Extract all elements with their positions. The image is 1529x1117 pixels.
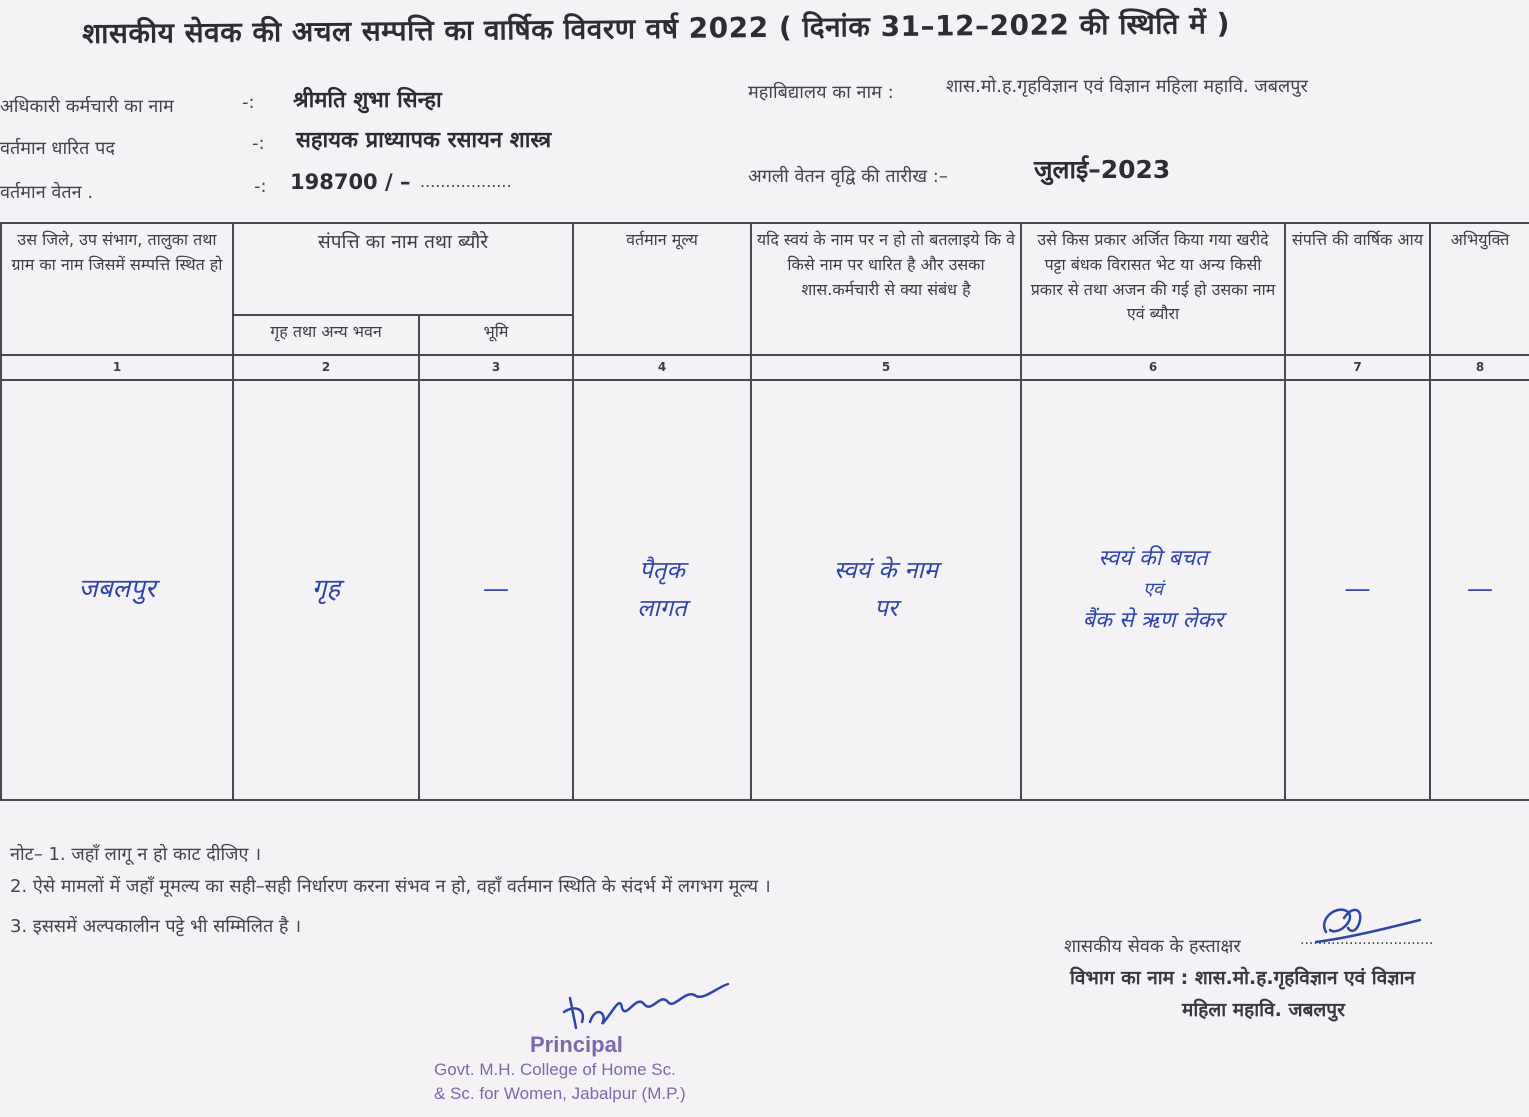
handwritten-land: — — [483, 574, 509, 605]
signature-label: शासकीय सेवक के हस्ताक्षर — [1064, 936, 1241, 957]
handwritten-acquisition-line2: एवं — [1143, 578, 1163, 600]
header-acquisition: उसे किस प्रकार अर्जित किया गया खरीदे पट्टा बंधक विरासत भेट या अन्य किसी प्रकार से तथा अजन की गई हो उसका नाम एवं ब्यौरा — [1021, 223, 1285, 355]
handwritten-location: जबलपुर — [78, 574, 156, 605]
salary-label: वर्तमान वेतन . — [0, 182, 94, 203]
principal-signature — [556, 964, 736, 1040]
cell-land — [419, 380, 573, 800]
stamp-line2: Govt. M.H. College of Home Sc. — [434, 1060, 676, 1079]
cell-income — [1285, 380, 1430, 800]
header-holder-relation: यदि स्वयं के नाम पर न हो तो बतलाइये कि वे किसे नाम पर धारित है और उसका शास.कर्मचारी से क्या संबंध है — [751, 223, 1021, 355]
column-number: 6 — [1021, 355, 1285, 380]
cell-remarks — [1430, 380, 1529, 800]
cell-holder — [751, 380, 1021, 800]
handwritten-holder-line1: स्वयं के नाम — [833, 556, 939, 585]
cell-acquisition — [1021, 380, 1285, 800]
header-remarks: अभियुक्ति — [1430, 223, 1529, 355]
column-number: 8 — [1430, 355, 1529, 380]
header-location: उस जिले, उप संभाग, तालुका तथा ग्राम का नाम जिसमें सम्पत्ति स्थित हो — [1, 223, 233, 355]
employee-signature — [1308, 898, 1428, 954]
employee-name-separator: -: — [242, 92, 255, 113]
employee-name: श्रीमति शुभा सिन्हा — [293, 88, 442, 113]
header-annual-income: संपत्ति की वार्षिक आय — [1285, 223, 1430, 355]
handwritten-value-line1: पैतृक — [639, 556, 685, 585]
note-2: 2. ऐसे मामलों में जहाँ मूमल्य का सही–सही निर्धारण करना संभव न हो, वहाँ वर्तमान स्थिति के संदर्भ में लगभग मूल्य । — [10, 876, 771, 897]
college-label: महाबिद्यालय का नाम : — [748, 82, 894, 103]
column-number: 5 — [751, 355, 1021, 380]
handwritten-acquisition-line3: बैंक से ऋण लेकर — [1082, 607, 1224, 633]
stamp-title: Principal — [530, 1032, 623, 1057]
salary-value: 198700 / – — [290, 170, 411, 194]
salary-dots: .................. — [420, 172, 512, 191]
department-line2: महिला महावि. जबलपुर — [1182, 999, 1345, 1021]
column-number: 2 — [233, 355, 419, 380]
handwritten-income: — — [1344, 574, 1371, 605]
document-title: शासकीय सेवक की अचल सम्पत्ति का वार्षिक विवरण वर्ष 2022 ( दिनांक 31–12–2022 की स्थिति में ) — [82, 6, 1231, 50]
salary-separator: -: — [254, 176, 267, 197]
cell-location — [1, 380, 233, 800]
note-3: 3. इससमें अल्पकालीन पट्टे भी सम्मिलित है । — [10, 916, 302, 937]
handwritten-holder-line2: पर — [874, 593, 898, 622]
post-label: वर्तमान धारित पद — [0, 138, 115, 159]
handwritten-value-line2: लागत — [637, 593, 687, 622]
column-number: 7 — [1285, 355, 1430, 380]
header-house: गृह तथा अन्य भवन — [233, 315, 419, 355]
increment-label: अगली वेतन वृद्वि की तारीख :– — [748, 166, 948, 187]
header-property-group: संपत्ति का नाम तथा ब्यौरे — [233, 223, 573, 315]
college-value: शास.मो.ह.गृहविज्ञान एवं विज्ञान महिला महावि. जबलपुर — [946, 76, 1308, 97]
header-current-value: वर्तमान मूल्य — [573, 223, 751, 355]
employee-name-label: अधिकारी कर्मचारी का नाम — [0, 96, 174, 117]
department-line1: विभाग का नाम : शास.मो.ह.गृहविज्ञान एवं विज्ञान — [1070, 967, 1415, 989]
post-separator: -: — [252, 133, 265, 154]
cell-value — [573, 380, 751, 800]
handwritten-acquisition-line1: स्वयं की बचत — [1098, 545, 1208, 571]
column-number: 1 — [1, 355, 233, 380]
stamp-line3: & Sc. for Women, Jabalpur (M.P.) — [434, 1084, 686, 1103]
handwritten-house: गृह — [311, 574, 341, 605]
handwritten-remarks: — — [1467, 574, 1493, 605]
cell-house — [233, 380, 419, 800]
column-number: 4 — [573, 355, 751, 380]
increment-value: जुलाई–2023 — [1034, 155, 1171, 184]
header-land: भूमि — [419, 315, 573, 355]
column-number: 3 — [419, 355, 573, 380]
signature-dots: .............................. — [1300, 932, 1434, 948]
note-1: नोट– 1. जहाँ लागू न हो काट दीजिए । — [10, 844, 262, 865]
post-value: सहायक प्राध्यापक रसायन शास्त्र — [296, 128, 552, 153]
property-table — [0, 222, 1529, 801]
